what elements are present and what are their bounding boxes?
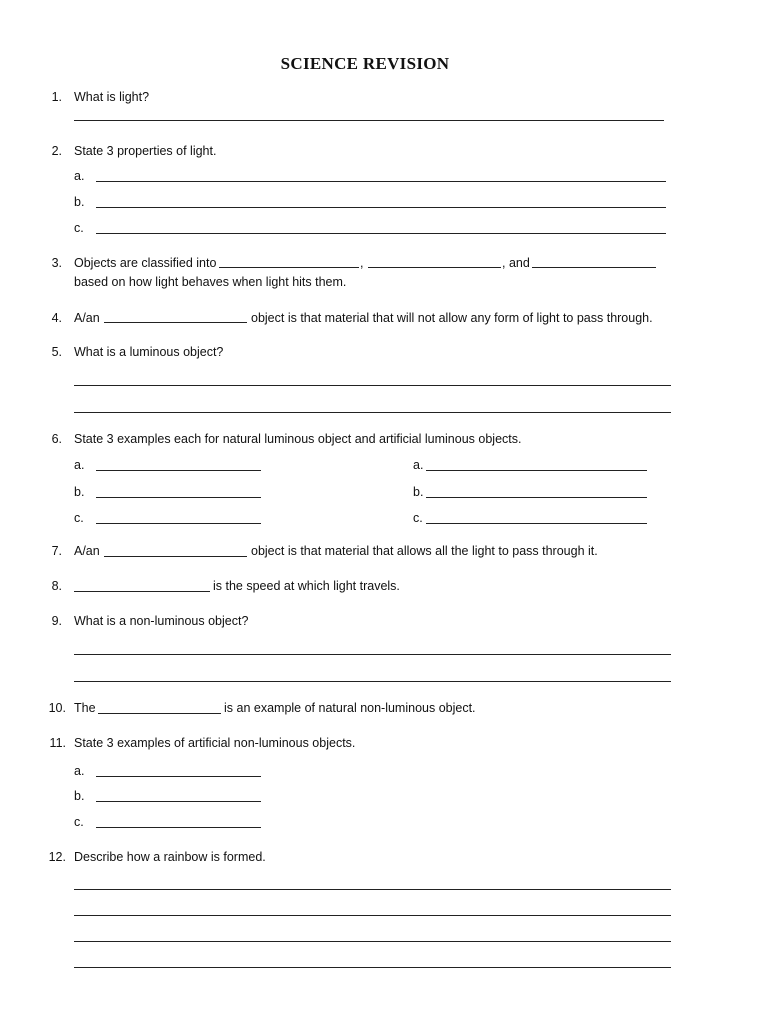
question-number: 12. xyxy=(48,850,66,864)
question-text: State 3 examples of artificial non-luminous objects. xyxy=(74,736,356,750)
question-number: 7. xyxy=(51,544,62,558)
question-text-part-2: is the speed at which light travels. xyxy=(213,579,400,593)
answer-line-b[interactable] xyxy=(96,207,666,208)
natural-label-a: a. xyxy=(74,458,85,472)
question-text-part-3: , and xyxy=(502,256,530,270)
question-text: What is a luminous object? xyxy=(74,345,224,359)
option-label-a: a. xyxy=(74,169,85,183)
blank-2[interactable] xyxy=(368,267,501,268)
question-number: 3. xyxy=(51,256,62,270)
question-text-part-1: The xyxy=(74,701,96,715)
option-label-c: c. xyxy=(74,221,84,235)
question-text-line-2: based on how light behaves when light hits them. xyxy=(74,275,347,289)
answer-line-2[interactable] xyxy=(74,915,671,916)
option-label-b: b. xyxy=(74,789,85,803)
artificial-line-a[interactable] xyxy=(426,470,647,471)
option-label-b: b. xyxy=(74,195,85,209)
blank-1[interactable] xyxy=(219,267,359,268)
natural-label-b: b. xyxy=(74,485,85,499)
question-number: 9. xyxy=(51,614,62,628)
question-text-part-1: Objects are classified into xyxy=(74,256,217,270)
artificial-line-b[interactable] xyxy=(426,497,647,498)
question-number: 1. xyxy=(51,90,62,104)
question-number: 2. xyxy=(51,144,62,158)
blank-1[interactable] xyxy=(74,591,210,592)
blank-3[interactable] xyxy=(532,267,656,268)
answer-line-2[interactable] xyxy=(74,681,671,682)
question-text: Describe how a rainbow is formed. xyxy=(74,850,266,864)
artificial-label-b: b. xyxy=(413,485,424,499)
artificial-label-a: a. xyxy=(413,458,424,472)
question-text: What is a non-luminous object? xyxy=(74,614,249,628)
artificial-line-c[interactable] xyxy=(426,523,647,524)
question-text-part-2: , xyxy=(360,256,364,270)
question-text: State 3 properties of light. xyxy=(74,144,217,158)
natural-line-a[interactable] xyxy=(96,470,261,471)
answer-line[interactable] xyxy=(74,120,664,121)
page-title: SCIENCE REVISION xyxy=(280,54,450,73)
answer-line-a[interactable] xyxy=(96,181,666,182)
answer-line-1[interactable] xyxy=(74,385,671,386)
question-text-part-2: is an example of natural non-luminous object. xyxy=(224,701,476,715)
question-text-part-1: A/an xyxy=(74,544,100,558)
answer-line-4[interactable] xyxy=(74,967,671,968)
question-text: State 3 examples each for natural luminous object and artificial luminous objects. xyxy=(74,432,522,446)
answer-line-1[interactable] xyxy=(74,889,671,890)
answer-line-c[interactable] xyxy=(96,233,666,234)
artificial-label-c: c. xyxy=(413,511,423,525)
answer-line-c[interactable] xyxy=(96,827,261,828)
answer-line-b[interactable] xyxy=(96,801,261,802)
natural-line-b[interactable] xyxy=(96,497,261,498)
option-label-c: c. xyxy=(74,815,84,829)
question-number: 8. xyxy=(51,579,62,593)
natural-line-c[interactable] xyxy=(96,523,261,524)
question-number: 11. xyxy=(49,736,66,750)
answer-line-2[interactable] xyxy=(74,412,671,413)
question-number: 5. xyxy=(51,345,62,359)
answer-line-a[interactable] xyxy=(96,776,261,777)
question-text-part-2: object is that material that allows all the light to pass through it. xyxy=(251,544,598,558)
question-number: 10. xyxy=(48,701,66,715)
question-number: 4. xyxy=(51,311,62,325)
natural-label-c: c. xyxy=(74,511,84,525)
answer-line-1[interactable] xyxy=(74,654,671,655)
question-text-part-2: object is that material that will not allow any form of light to pass through. xyxy=(251,311,653,325)
blank-1[interactable] xyxy=(104,556,247,557)
blank-1[interactable] xyxy=(104,322,247,323)
option-label-a: a. xyxy=(74,764,85,778)
blank-1[interactable] xyxy=(98,713,221,714)
question-text: What is light? xyxy=(74,90,150,104)
answer-line-3[interactable] xyxy=(74,941,671,942)
question-number: 6. xyxy=(51,432,62,446)
question-text-part-1: A/an xyxy=(74,311,100,325)
